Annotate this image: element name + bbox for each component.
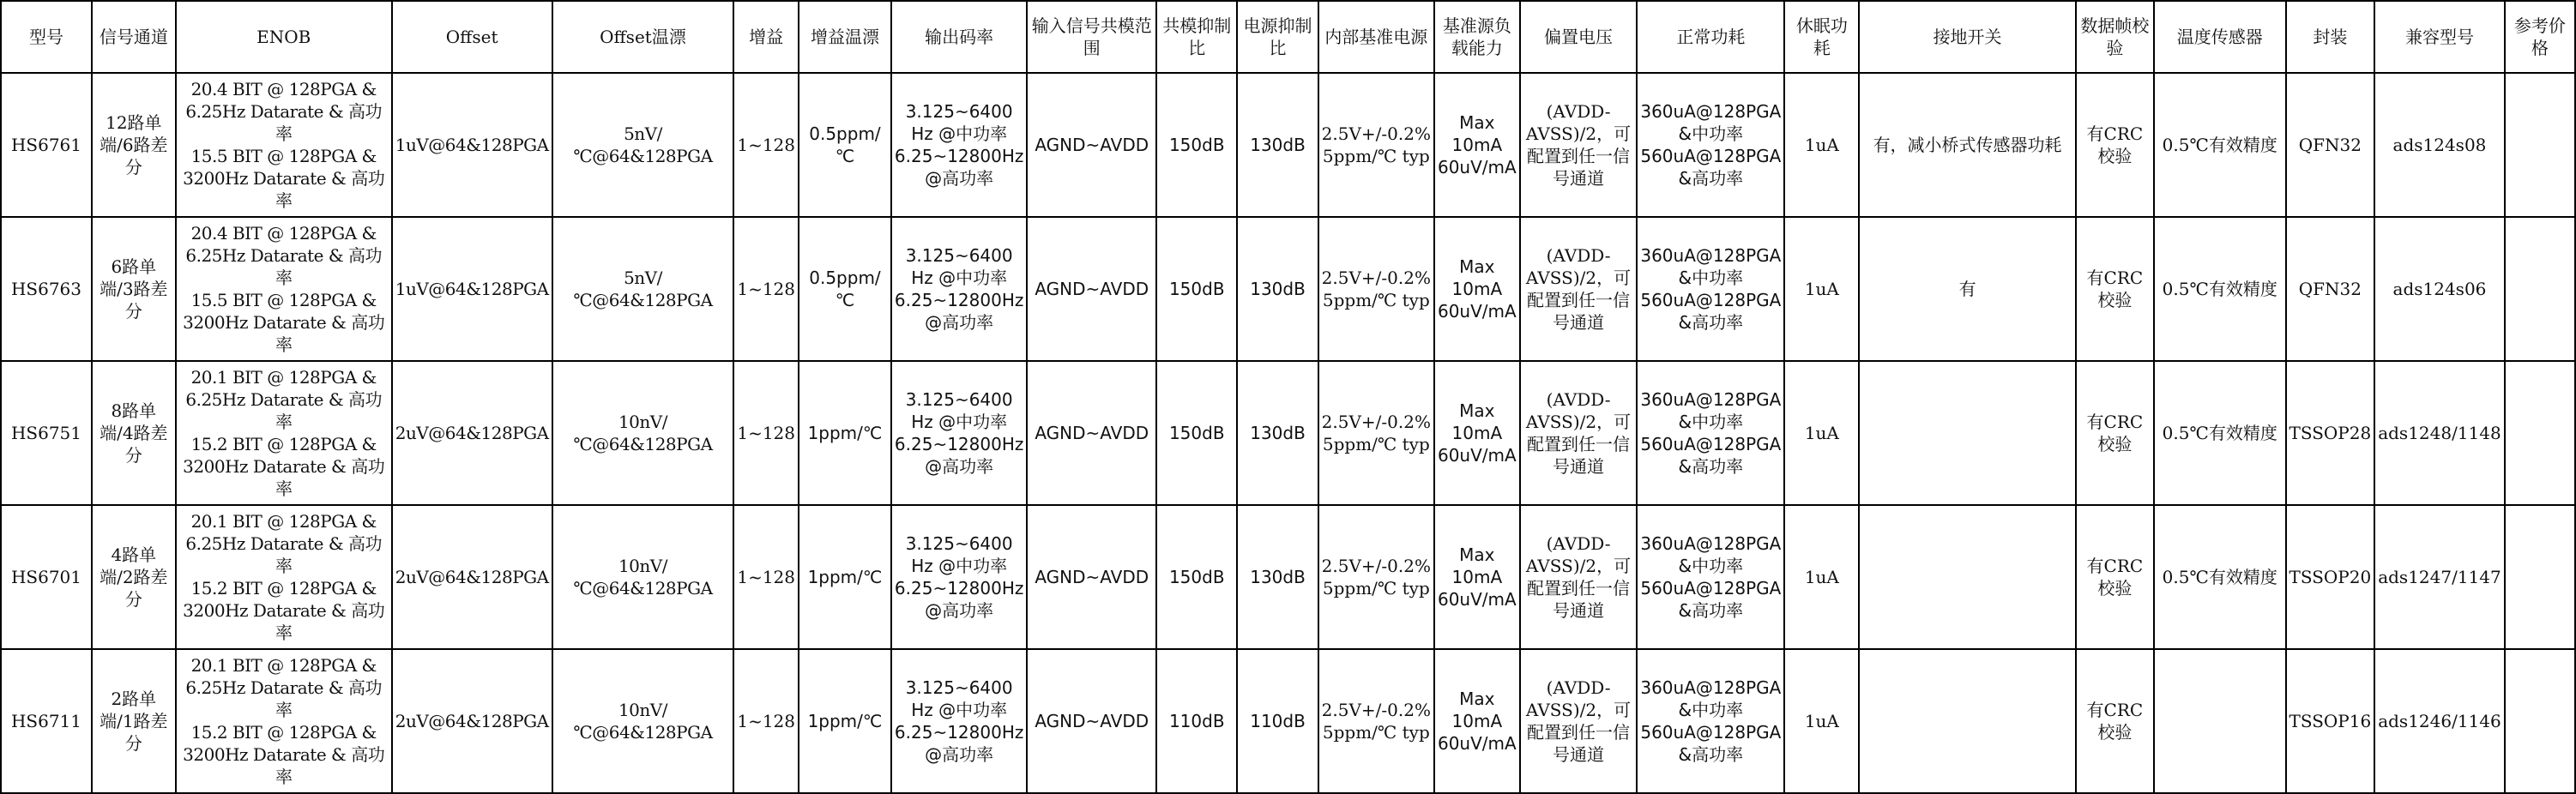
header-internal-ref: 内部基准电源 [1318, 1, 1434, 73]
cell-bias-voltage: (AVDD-AVSS)/2，可配置到任一信号通道 [1520, 505, 1638, 649]
cell-ref-price [2505, 217, 2575, 361]
header-enob: ENOB [176, 1, 392, 73]
cell-ref-load: Max 10mA 60uV/mA [1434, 361, 1520, 505]
header-compatible-model: 兼容型号 [2374, 1, 2505, 73]
cell-model: HS6761 [1, 73, 92, 217]
cell-compatible-model: ads1248/1148 [2374, 361, 2505, 505]
cell-psrr: 130dB [1237, 73, 1318, 217]
cell-sleep-power: 1uA [1784, 649, 1859, 793]
cell-package: QFN32 [2286, 217, 2375, 361]
cell-input-cm-range: AGND~AVDD [1027, 217, 1156, 361]
cell-temp-sensor: 0.5℃有效精度 [2154, 217, 2286, 361]
cell-internal-ref: 2.5V+/-0.2% 5ppm/℃ typ [1318, 217, 1434, 361]
cell-ref-price [2505, 649, 2575, 793]
header-ground-switch: 接地开关 [1859, 1, 2075, 73]
cell-ground-switch [1859, 505, 2075, 649]
cell-gain: 1~128 [733, 649, 799, 793]
cell-internal-ref: 2.5V+/-0.2% 5ppm/℃ typ [1318, 361, 1434, 505]
header-package: 封装 [2286, 1, 2375, 73]
cell-gain: 1~128 [733, 217, 799, 361]
cell-enob: 20.4 BIT @ 128PGA & 6.25Hz Datarate & 高功率 15.5 BIT @ 128PGA & 3200Hz Datarate & 高功率 [176, 73, 392, 217]
cell-package: TSSOP16 [2286, 649, 2375, 793]
cell-cmrr: 150dB [1156, 73, 1237, 217]
cell-sleep-power: 1uA [1784, 73, 1859, 217]
cell-compatible-model: ads1247/1147 [2374, 505, 2505, 649]
cell-ref-load: Max 10mA 60uV/mA [1434, 217, 1520, 361]
cell-bias-voltage: (AVDD-AVSS)/2，可配置到任一信号通道 [1520, 217, 1638, 361]
cell-offset: 2uV@64&128PGA [392, 361, 552, 505]
cell-sleep-power: 1uA [1784, 361, 1859, 505]
header-offset: Offset [392, 1, 552, 73]
cell-normal-power: 360uA@128PGA &中功率 560uA@128PGA &高功率 [1637, 649, 1784, 793]
cell-frame-check: 有CRC校验 [2076, 361, 2154, 505]
header-frame-check: 数据帧校验 [2076, 1, 2154, 73]
cell-ref-price [2505, 73, 2575, 217]
cell-psrr: 130dB [1237, 217, 1318, 361]
cell-ground-switch: 有 [1859, 217, 2075, 361]
cell-gain-drift: 1ppm/℃ [799, 505, 891, 649]
cell-channels: 6路单端/3路差分 [92, 217, 176, 361]
cell-input-cm-range: AGND~AVDD [1027, 505, 1156, 649]
cell-offset-drift: 10nV/℃@64&128PGA [552, 649, 734, 793]
cell-gain-drift: 0.5ppm/℃ [799, 217, 891, 361]
cell-gain: 1~128 [733, 361, 799, 505]
cell-gain-drift: 1ppm/℃ [799, 361, 891, 505]
cell-ref-price [2505, 505, 2575, 649]
cell-offset-drift: 5nV/℃@64&128PGA [552, 217, 734, 361]
table-row [1, 73, 2575, 217]
cell-gain: 1~128 [733, 505, 799, 649]
cell-enob: 20.1 BIT @ 128PGA & 6.25Hz Datarate & 高功率 15.2 BIT @ 128PGA & 3200Hz Datarate & 高功率 [176, 649, 392, 793]
header-ref-load: 基准源负载能力 [1434, 1, 1520, 73]
header-model: 型号 [1, 1, 92, 73]
cell-ref-load: Max 10mA 60uV/mA [1434, 73, 1520, 217]
cell-frame-check: 有CRC校验 [2076, 505, 2154, 649]
cell-ground-switch: 有，减小桥式传感器功耗 [1859, 73, 2075, 217]
header-row [1, 1, 2575, 73]
cell-offset: 1uV@64&128PGA [392, 73, 552, 217]
cell-normal-power: 360uA@128PGA &中功率 560uA@128PGA &高功率 [1637, 73, 1784, 217]
cell-ground-switch [1859, 649, 2075, 793]
cell-normal-power: 360uA@128PGA &中功率 560uA@128PGA &高功率 [1637, 505, 1784, 649]
cell-gain-drift: 0.5ppm/℃ [799, 73, 891, 217]
cell-package: TSSOP28 [2286, 361, 2375, 505]
cell-compatible-model: ads124s06 [2374, 217, 2505, 361]
cell-normal-power: 360uA@128PGA &中功率 560uA@128PGA &高功率 [1637, 217, 1784, 361]
header-input-cm-range: 输入信号共模范围 [1027, 1, 1156, 73]
header-channels: 信号通道 [92, 1, 176, 73]
header-gain: 增益 [733, 1, 799, 73]
cell-cmrr: 150dB [1156, 505, 1237, 649]
cell-output-rate: 3.125~6400 Hz @中功率 6.25~12800Hz @高功率 [891, 361, 1027, 505]
cell-frame-check: 有CRC校验 [2076, 649, 2154, 793]
cell-offset: 2uV@64&128PGA [392, 649, 552, 793]
cell-offset-drift: 5nV/℃@64&128PGA [552, 73, 734, 217]
cell-internal-ref: 2.5V+/-0.2% 5ppm/℃ typ [1318, 505, 1434, 649]
cell-cmrr: 150dB [1156, 361, 1237, 505]
cell-cmrr: 150dB [1156, 217, 1237, 361]
cell-temp-sensor: 0.5℃有效精度 [2154, 73, 2286, 217]
cell-model: HS6711 [1, 649, 92, 793]
header-psrr: 电源抑制比 [1237, 1, 1318, 73]
cell-enob: 20.1 BIT @ 128PGA & 6.25Hz Datarate & 高功率 15.2 BIT @ 128PGA & 3200Hz Datarate & 高功率 [176, 361, 392, 505]
cell-gain-drift: 1ppm/℃ [799, 649, 891, 793]
cell-sleep-power: 1uA [1784, 505, 1859, 649]
cell-psrr: 130dB [1237, 505, 1318, 649]
cell-channels: 4路单端/2路差分 [92, 505, 176, 649]
cell-channels: 12路单端/6路差分 [92, 73, 176, 217]
cell-input-cm-range: AGND~AVDD [1027, 649, 1156, 793]
header-ref-price: 参考价格 [2505, 1, 2575, 73]
cell-model: HS6751 [1, 361, 92, 505]
cell-channels: 2路单端/1路差分 [92, 649, 176, 793]
cell-model: HS6763 [1, 217, 92, 361]
header-bias-voltage: 偏置电压 [1520, 1, 1638, 73]
cell-output-rate: 3.125~6400 Hz @中功率 6.25~12800Hz @高功率 [891, 649, 1027, 793]
cell-compatible-model: ads124s08 [2374, 73, 2505, 217]
header-offset-drift: Offset温漂 [552, 1, 734, 73]
header-cmrr: 共模抑制比 [1156, 1, 1237, 73]
cell-ref-load: Max 10mA 60uV/mA [1434, 649, 1520, 793]
cell-cmrr: 110dB [1156, 649, 1237, 793]
cell-frame-check: 有CRC校验 [2076, 217, 2154, 361]
cell-input-cm-range: AGND~AVDD [1027, 73, 1156, 217]
cell-normal-power: 360uA@128PGA &中功率 560uA@128PGA &高功率 [1637, 361, 1784, 505]
table-row [1, 649, 2575, 793]
cell-ground-switch [1859, 361, 2075, 505]
cell-bias-voltage: (AVDD-AVSS)/2，可配置到任一信号通道 [1520, 649, 1638, 793]
header-sleep-power: 休眠功耗 [1784, 1, 1859, 73]
header-temp-sensor: 温度传感器 [2154, 1, 2286, 73]
cell-frame-check: 有CRC校验 [2076, 73, 2154, 217]
cell-output-rate: 3.125~6400 Hz @中功率 6.25~12800Hz @高功率 [891, 73, 1027, 217]
table-row [1, 361, 2575, 505]
cell-temp-sensor: 0.5℃有效精度 [2154, 361, 2286, 505]
cell-internal-ref: 2.5V+/-0.2% 5ppm/℃ typ [1318, 649, 1434, 793]
cell-model: HS6701 [1, 505, 92, 649]
cell-offset: 1uV@64&128PGA [392, 217, 552, 361]
cell-gain: 1~128 [733, 73, 799, 217]
cell-input-cm-range: AGND~AVDD [1027, 361, 1156, 505]
cell-package: QFN32 [2286, 73, 2375, 217]
cell-offset-drift: 10nV/℃@64&128PGA [552, 505, 734, 649]
cell-psrr: 110dB [1237, 649, 1318, 793]
cell-ref-price [2505, 361, 2575, 505]
cell-internal-ref: 2.5V+/-0.2% 5ppm/℃ typ [1318, 73, 1434, 217]
cell-bias-voltage: (AVDD-AVSS)/2，可配置到任一信号通道 [1520, 361, 1638, 505]
table-row [1, 505, 2575, 649]
cell-offset-drift: 10nV/℃@64&128PGA [552, 361, 734, 505]
header-normal-power: 正常功耗 [1637, 1, 1784, 73]
header-gain-drift: 增益温漂 [799, 1, 891, 73]
cell-temp-sensor: 0.5℃有效精度 [2154, 505, 2286, 649]
table-row [1, 217, 2575, 361]
cell-enob: 20.4 BIT @ 128PGA & 6.25Hz Datarate & 高功率 15.5 BIT @ 128PGA & 3200Hz Datarate & 高功率 [176, 217, 392, 361]
cell-compatible-model: ads1246/1146 [2374, 649, 2505, 793]
cell-enob: 20.1 BIT @ 128PGA & 6.25Hz Datarate & 高功率 15.2 BIT @ 128PGA & 3200Hz Datarate & 高功率 [176, 505, 392, 649]
cell-ref-load: Max 10mA 60uV/mA [1434, 505, 1520, 649]
header-output-rate: 输出码率 [891, 1, 1027, 73]
cell-channels: 8路单端/4路差分 [92, 361, 176, 505]
cell-temp-sensor [2154, 649, 2286, 793]
cell-package: TSSOP20 [2286, 505, 2375, 649]
cell-psrr: 130dB [1237, 361, 1318, 505]
cell-bias-voltage: (AVDD-AVSS)/2，可配置到任一信号通道 [1520, 73, 1638, 217]
cell-offset: 2uV@64&128PGA [392, 505, 552, 649]
cell-output-rate: 3.125~6400 Hz @中功率 6.25~12800Hz @高功率 [891, 505, 1027, 649]
cell-output-rate: 3.125~6400 Hz @中功率 6.25~12800Hz @高功率 [891, 217, 1027, 361]
cell-sleep-power: 1uA [1784, 217, 1859, 361]
